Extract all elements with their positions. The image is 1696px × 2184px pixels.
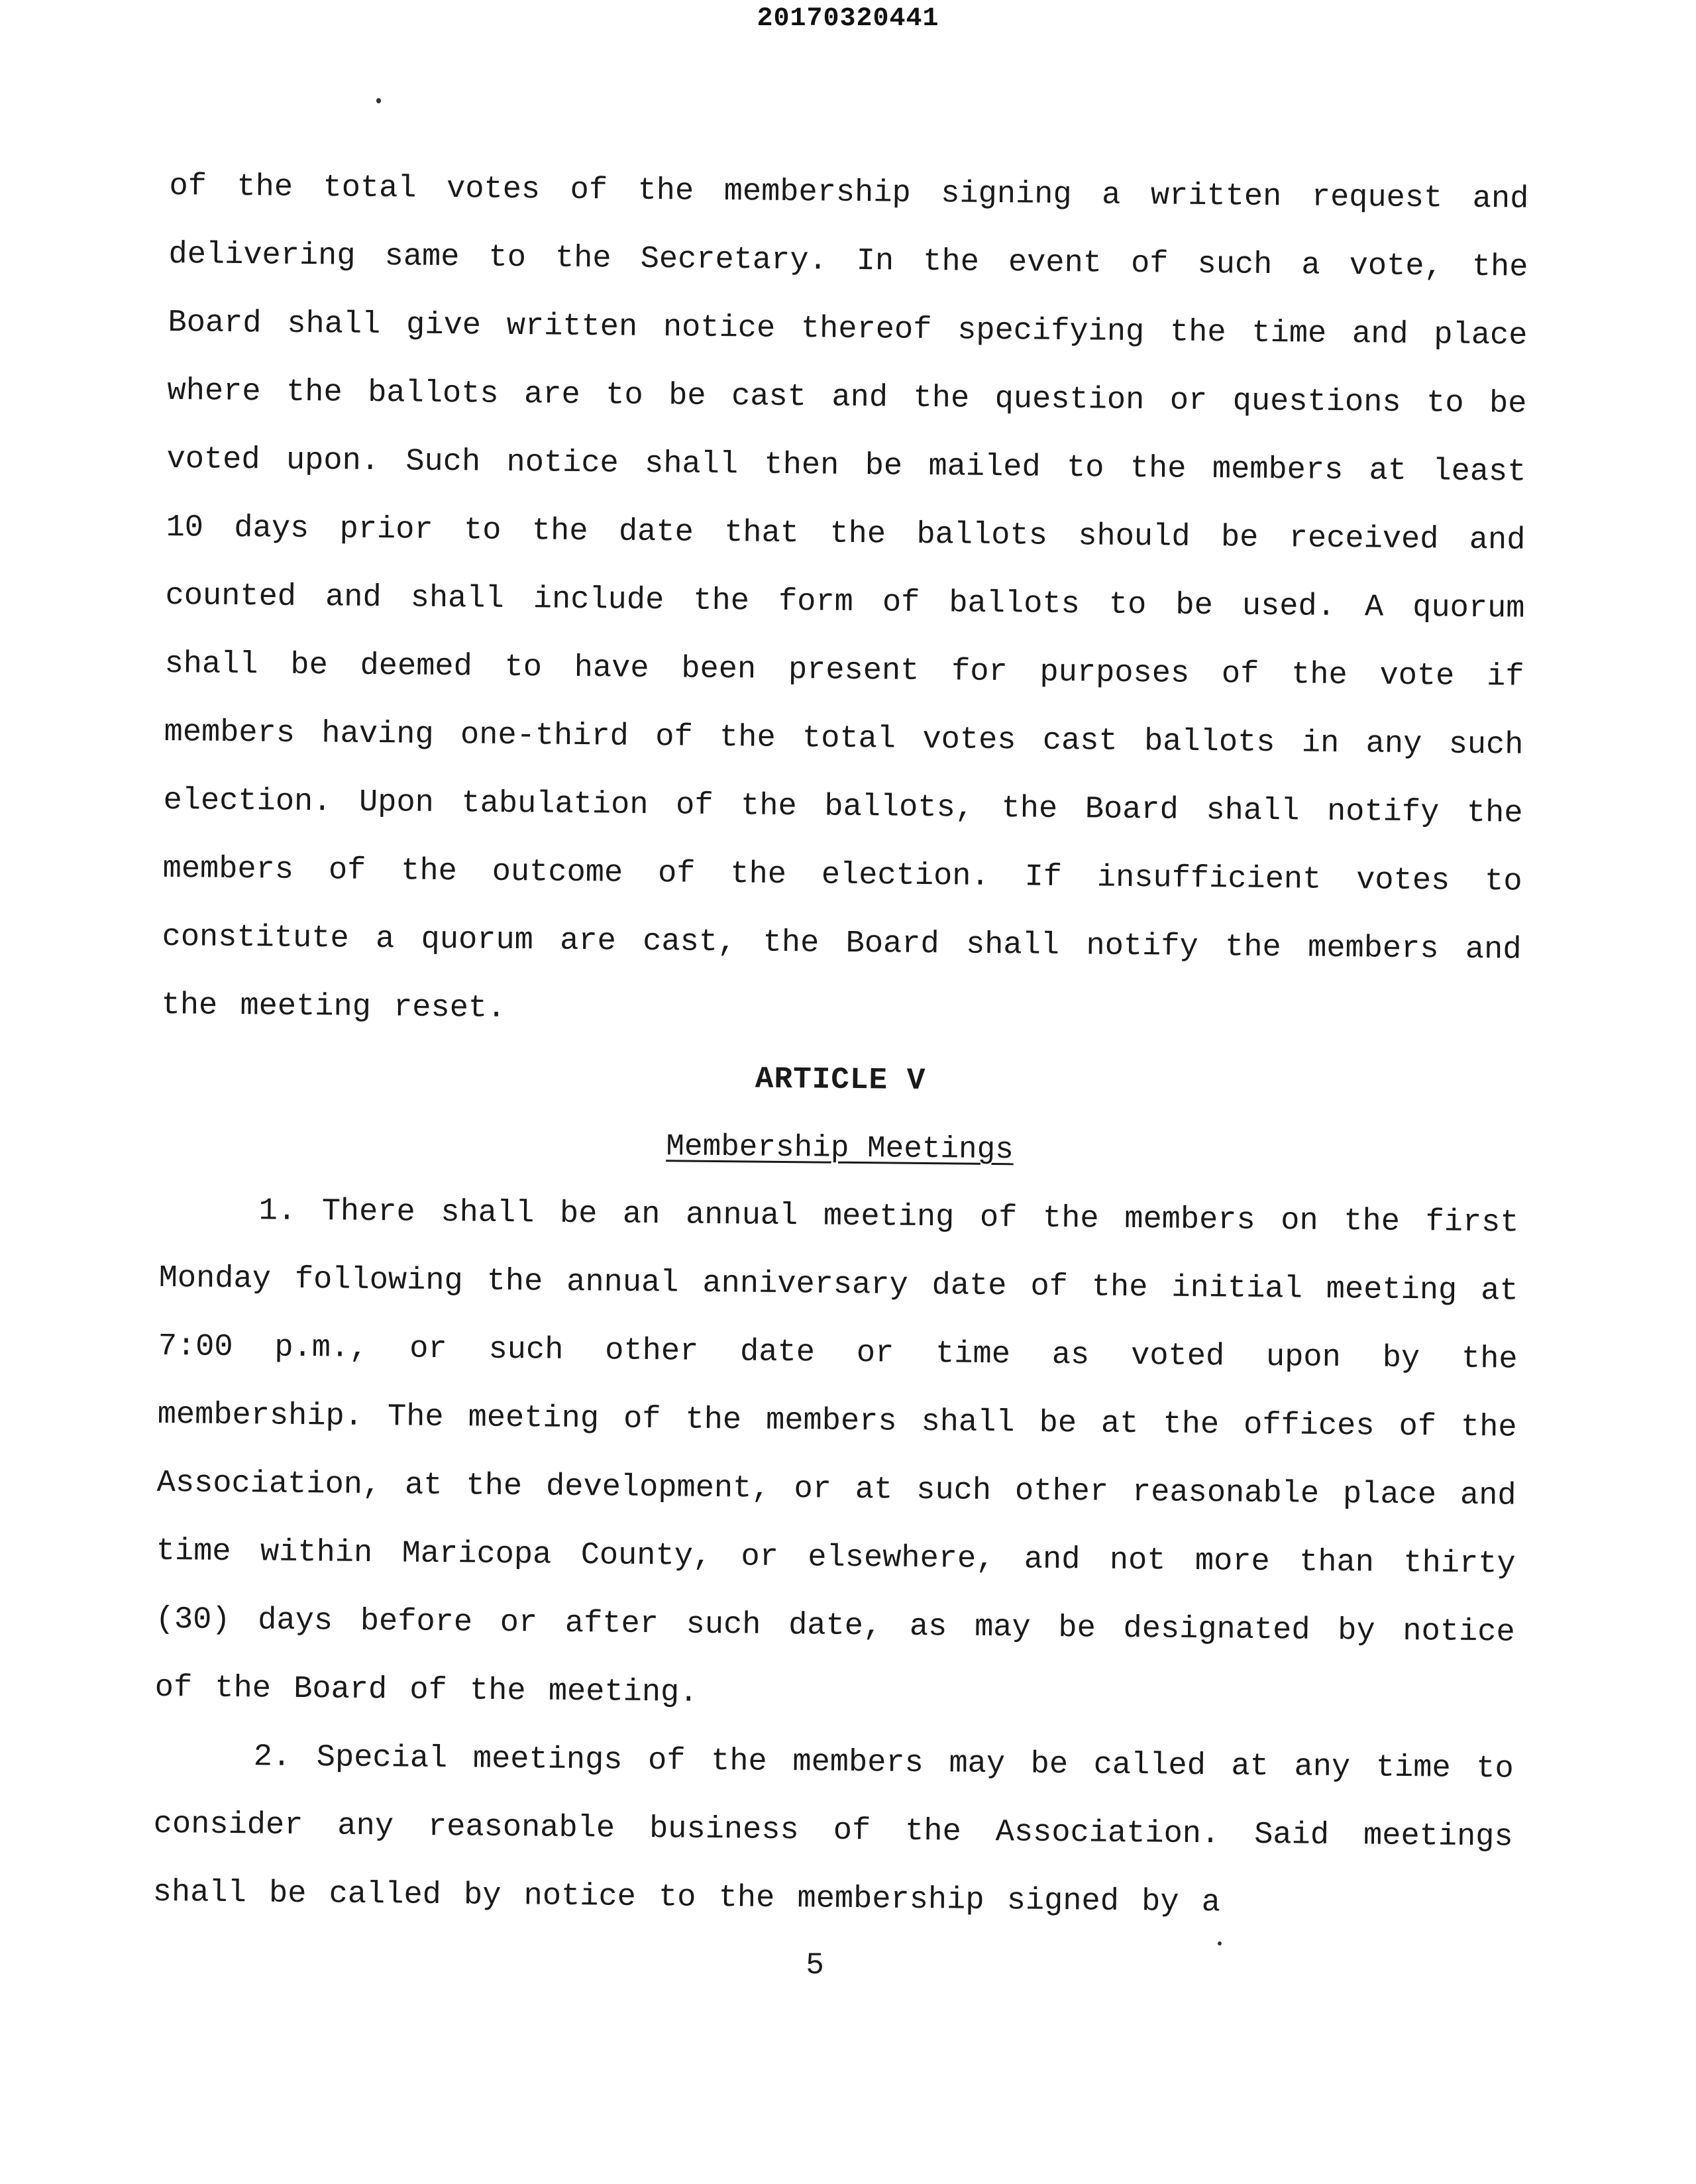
section-title xyxy=(160,1108,1520,1189)
document-number: 20170320441 xyxy=(757,4,939,34)
scan-speck xyxy=(376,98,381,103)
continued-paragraph: of the total votes of the membership signing a written request and delivering same to the Secretary. In the event of such a vote, the Board shall give written notice thereof specifying the time and place where the ballots are to be cast and the question or questions to be voted upon. Such notice shall then be mailed to the members at least 10 days prior to the date that the ballots should be received and counted and shall include the form of ballots to be used. A quorum shall be deemed to have been present for purposes of the vote if members having one-third of the total votes cast ballots in any such election. Upon tabulation of the ballots, the Board shall notify the members of the outcome of the election. If insufficient votes to constitute a quorum are cast, the Board shall notify the members and the meeting reset. xyxy=(161,168,1529,1026)
page-number: 5 xyxy=(806,1948,824,1983)
paragraph-1: 1. There shall be an annual meeting of the members on the first Monday following the annual anniversary date of the initial meeting at 7:00 p.m., or such other date or time as voted upon by the membership. The meeting of the members shall be at the offices of the Association, at the development, or at such other reasonable place and time within Maricopa County, or elsewhere, and not more than thirty (30) days before or after such date, as may be designated by notice of the Board of the meeting. xyxy=(154,1193,1519,1711)
paragraph-2: 2. Special meetings of the members may be called at any time to consider any reasonable business of the Association. Said meetings shall be called by notice to the membership signed by a xyxy=(152,1739,1514,1921)
document-page xyxy=(152,152,1529,1940)
scan-speck xyxy=(1218,1941,1222,1945)
section-title-text: Membership Meetings xyxy=(666,1129,1014,1168)
article-heading: ARTICLE V xyxy=(755,1062,926,1099)
